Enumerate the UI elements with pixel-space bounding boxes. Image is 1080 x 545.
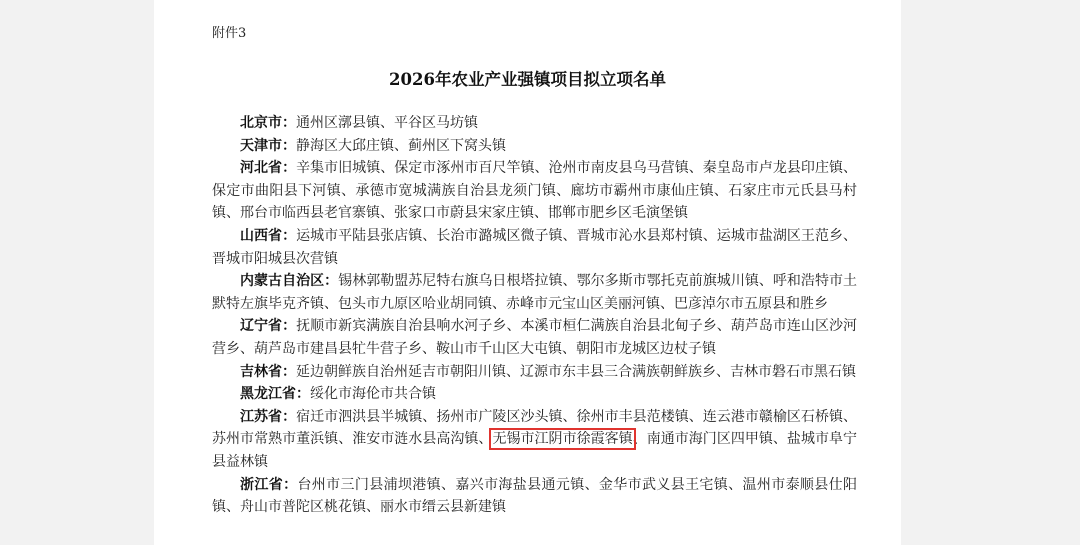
town-list: 运城市平陆县张店镇、长治市潞城区微子镇、晋城市沁水县郑村镇、运城市盐湖区王范乡、晋城市阳城县次营镇 xyxy=(212,227,857,267)
province-name: 山西省： xyxy=(240,227,297,244)
province-entry xyxy=(212,157,857,225)
highlighted-town: 无锡市江阴市徐霞客镇 xyxy=(492,431,633,448)
town-list: 、南通市海门区四甲镇、盐城市阜宁县益林镇 xyxy=(212,431,858,470)
province-entry xyxy=(212,406,857,474)
province-name: 江苏省： xyxy=(240,408,297,425)
province-entry xyxy=(212,270,857,315)
province-name: 吉林省： xyxy=(240,363,296,380)
province-list xyxy=(212,112,857,519)
province-entry xyxy=(212,135,857,158)
town-list: 辛集市旧城镇、保定市涿州市百尺竿镇、沧州市南皮县乌马营镇、秦皇岛市卢龙县印庄镇、保定市曲阳县下河镇、承德市宽城满族自治县龙须门镇、廊坊市霸州市康仙庄镇、石家庄市元氏县马村镇、邢台市临西县老官寨镇、张家口市蔚县宋家庄镇、邯郸市肥乡区毛演堡镇 xyxy=(212,160,857,222)
document-title: 2026年农业产业强镇项目拟立项名单 xyxy=(389,70,666,89)
town-list: 锡林郭勒盟苏尼特右旗乌日根塔拉镇、鄂尔多斯市鄂托克前旗城川镇、呼和浩特市土默特左旗毕克齐镇、包头市九原区哈业胡同镇、赤峰市元宝山区美丽河镇、巴彦淖尔市五原县和胜乡 xyxy=(212,273,858,312)
province-name: 内蒙古自治区： xyxy=(240,273,339,290)
province-name: 北京市： xyxy=(240,115,296,131)
province-name: 辽宁省： xyxy=(240,318,297,335)
attachment-label: 附件3 xyxy=(212,26,247,41)
province-entry xyxy=(212,112,857,135)
province-name: 天津市： xyxy=(240,137,296,154)
town-list: 宿迁市泗洪县半城镇、扬州市广陵区沙头镇、徐州市丰县范楼镇、连云港市赣榆区石桥镇、苏州市常熟市董浜镇、淮安市涟水县高沟镇、 xyxy=(212,408,857,448)
province-entry xyxy=(212,315,857,360)
province-entry xyxy=(212,225,857,270)
province-name: 黑龙江省： xyxy=(240,386,310,403)
town-list: 静海区大邱庄镇、蓟州区下窝头镇 xyxy=(296,137,506,154)
town-list: 台州市三门县浦坝港镇、嘉兴市海盐县通元镇、金华市武义县王宅镇、温州市泰顺县仕阳镇、舟山市普陀区桃花镇、丽水市缙云县新建镇 xyxy=(212,476,858,516)
province-entry xyxy=(212,474,857,519)
town-list: 通州区漷县镇、平谷区马坊镇 xyxy=(296,115,478,131)
province-name: 浙江省： xyxy=(240,476,298,493)
document-page xyxy=(154,0,901,545)
province-entry xyxy=(212,361,857,384)
province-name: 河北省： xyxy=(240,160,297,177)
town-list: 延边朝鲜族自治州延吉市朝阳川镇、辽源市东丰县三合满族朝鲜族乡、吉林市磐石市黑石镇 xyxy=(296,363,856,380)
town-list: 抚顺市新宾满族自治县响水河子乡、本溪市桓仁满族自治县北甸子乡、葫芦岛市连山区沙河营乡、葫芦岛市建昌县牤牛营子乡、鞍山市千山区大屯镇、朝阳市龙城区边杖子镇 xyxy=(212,318,857,357)
province-entry xyxy=(212,383,857,406)
town-list: 绥化市海伦市共合镇 xyxy=(310,386,436,403)
